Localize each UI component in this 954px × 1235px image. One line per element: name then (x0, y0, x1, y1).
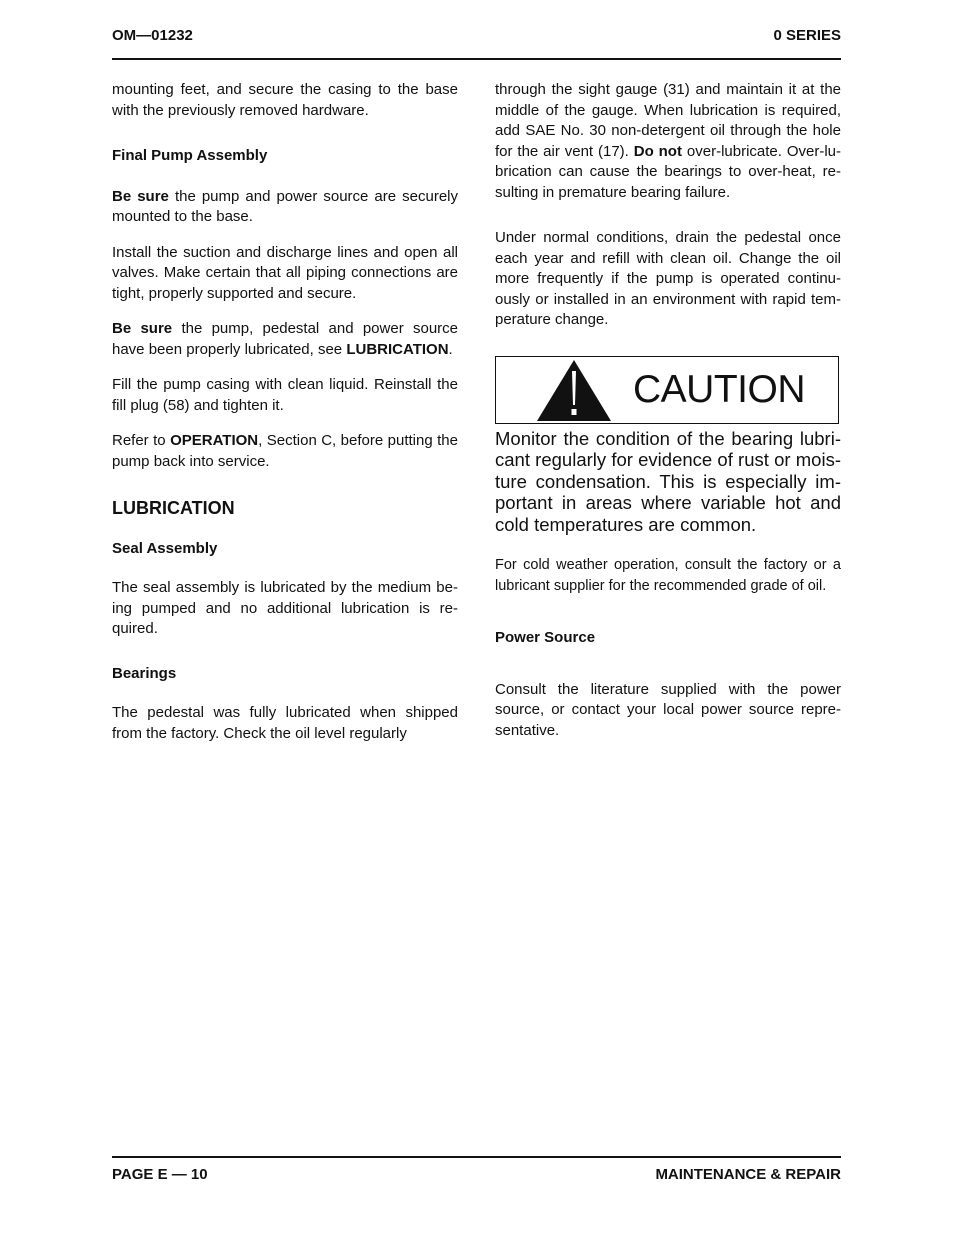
heading-power-source: Power Source (495, 629, 596, 646)
text: through the sight gauge (31) and maintain it at the middle of the gauge. When lubrication is required, add SAE No. 30 non-detergent oil through the hole for the air vent (17). (495, 81, 841, 160)
text: , Section C, before putting the pump back into service. (112, 432, 458, 470)
right-column (495, 80, 841, 741)
paragraph (495, 80, 841, 203)
heading-bearings: Bearings (112, 664, 177, 682)
paragraph: Fill the pump casing with clean liquid. Reinstall the fill plug (58) and tighten it. (112, 376, 458, 414)
paragraph: Under normal conditions, drain the pedestal once each year and refill with clean oil. Change the oil more frequently if the pump is operated continuously or installed in an environment with rapid temperature change. (495, 229, 841, 328)
page-footer (112, 1166, 841, 1183)
text: . (448, 340, 453, 358)
bold-text: Be sure (112, 320, 173, 337)
text: over-lubricate. Over-lubrication can cause the bearings to over-heat, resulting in premature bearing failure. (495, 142, 842, 201)
header-rule (112, 58, 841, 60)
left-column (112, 80, 458, 744)
paragraph (112, 431, 458, 472)
paragraph (112, 187, 458, 228)
bold-text: LUBRICATION (346, 340, 449, 358)
paragraph: Consult the literature supplied with the power source, or contact your local power source representative. (495, 680, 841, 739)
bold-text: Be sure (112, 187, 169, 205)
section-label: MAINTENANCE & REPAIR (655, 1166, 841, 1183)
caution-box (495, 356, 839, 424)
paragraph: For cold weather operation, consult the factory or a lubricant supplier for the recommended grade of oil. (495, 557, 841, 594)
heading-final-pump-assembly: Final Pump Assembly (112, 147, 268, 164)
caution-word: CAUTION (633, 367, 805, 411)
bold-text: OPERATION (170, 432, 259, 449)
text: the pump, pedestal and power source have been properly lubricated, see (112, 320, 459, 358)
doc-number: OM—01232 (112, 27, 193, 44)
footer-rule (112, 1156, 841, 1158)
text: the pump and power source are securely mounted to the base. (112, 187, 459, 225)
paragraph: The seal assembly is lubricated by the medium being pumped and no additional lubrication is required. (112, 579, 458, 637)
warning-triangle-icon (536, 359, 612, 421)
paragraph: Install the suction and discharge lines and open all valves. Make certain that all piping connections are tight, properly supported and secure. (112, 243, 458, 302)
page-header (112, 27, 841, 44)
paragraph: mounting feet, and secure the casing to the base with the previously removed hardware. (112, 81, 458, 119)
caution-text: Monitor the condition of the bearing lubricant regularly for evidence of rust or moisture condensation. This is especially important in areas where variable hot and cold temperatures are common. (495, 427, 841, 535)
page-number: PAGE E — 10 (112, 1166, 208, 1183)
text: Refer to (112, 432, 171, 449)
paragraph (112, 319, 458, 360)
series-label: 0 SERIES (773, 27, 841, 44)
heading-seal-assembly: Seal Assembly (112, 539, 218, 557)
paragraph: The pedestal was fully lubricated when shipped from the factory. Check the oil level regularly (112, 704, 458, 742)
heading-lubrication: LUBRICATION (112, 498, 235, 518)
bold-text: Do not (633, 142, 682, 160)
